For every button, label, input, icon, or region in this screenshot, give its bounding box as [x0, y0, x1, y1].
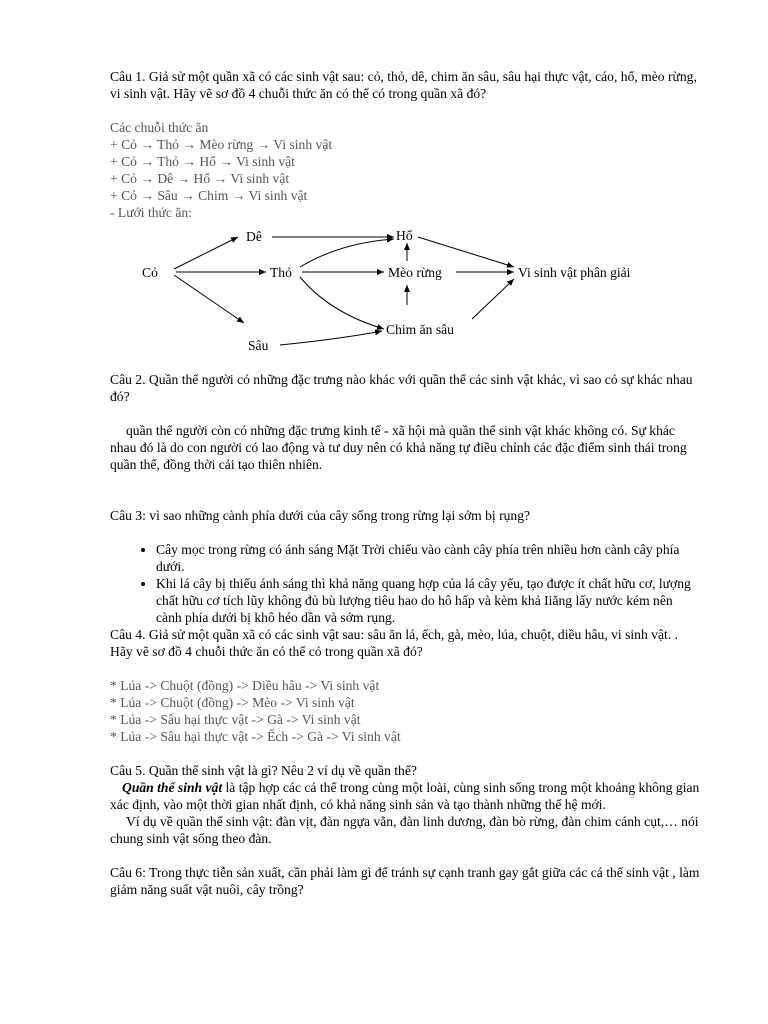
- arrow-chim-vsv: [472, 279, 514, 319]
- q1-chains-title: Các chuỗi thức ăn: [110, 120, 209, 135]
- q3-question: [110, 507, 700, 524]
- arrow-sau-chim: [280, 331, 382, 345]
- q5-definition: [110, 779, 700, 813]
- node-de: Dê: [246, 229, 262, 244]
- q1-web-title: - Lưới thức ăn:: [110, 205, 192, 220]
- q5-example: Ví dụ về quần thể sinh vật: đàn vịt, đàn ngựa vằn, đàn linh dương, đàn bò rừng, đàn chim cánh cụt,… nói chung sinh vật sống theo đàn.: [110, 814, 699, 846]
- arrow-co-sau: [174, 275, 244, 323]
- q4-question: Câu 4. Giả sử một quần xã có các sinh vật sau: sâu ăn lá, ếch, gà, mèo, lúa, chuột, diều hâu, vi sinh vật. . Hãy vẽ sơ đồ 4 chuỗi thức ăn có thể có trong quần xã đó?: [110, 627, 678, 659]
- q3-bullet-list: [110, 541, 700, 626]
- q1-chain-2: + Cỏ → Thỏ → Hổ → Vi sinh vật: [110, 154, 295, 169]
- q1-chain-1: + Cỏ → Thỏ → Mèo rừng → Vi sinh vật: [110, 137, 333, 152]
- node-tho: Thỏ: [270, 265, 292, 280]
- node-co: Cỏ: [142, 265, 158, 280]
- q2-question: Câu 2. Quần thể người có những đặc trưng nào khác với quần thể các sinh vật khác, vì sao có sự khác nhau đó?: [110, 372, 693, 404]
- node-meo-rung: Mèo rừng: [388, 265, 442, 280]
- node-vi-sinh-vat: Vi sinh vật phân giải: [518, 265, 631, 280]
- document-page: [110, 68, 700, 898]
- q1-chain-4: + Cỏ → Sâu → Chim → Vi sinh vật: [110, 188, 308, 203]
- q2-answer: quần thể người còn có những đặc trưng kinh tế - xã hội mà quần thể sinh vật khác không có. Sự khác nhau đó là do con người có lao động và tư duy nên có khả năng tự điều chỉnh các đặc điểm sinh thái trong quần thể, đồng thời cải tạo thiên nhiên.: [110, 423, 687, 472]
- q5-question: Câu 5. Quần thể sinh vật là gì? Nêu 2 ví dụ về quần thể?: [110, 763, 417, 778]
- q5-term: Quần thể sinh vật: [122, 780, 223, 795]
- q6-question: Câu 6: Trong thực tiễn sản xuất, cần phải làm gì để tránh sự cạnh tranh gay gắt giữa các cá thể sinh vật , làm giảm năng suất vật nuôi, cây trồng?: [110, 865, 700, 897]
- arrow-tho-ho: [300, 239, 394, 267]
- q3-bullet-2: • Khi lá cây bị thiếu ánh sáng thì khả năng quang hợp của lá cây yếu, tạo được ít chất hữu cơ, lượng chất hữu cơ tích lũy không đủ bù lượng tiêu hao do hô hấp và kèm khả Iiăng lấy nước kém nên cành phía dưới bị khô héo dần và sớm rụng.: [156, 575, 700, 626]
- q5-definition-text: là tập hợp các cá thể trong cùng một loài, cùng sinh sống trong một khoảng không gian xác định, vào một thời gian nhất định, có khả năng sinh sản và tạo thành những thế hệ mới.: [110, 780, 700, 812]
- q3-bullet-1: • Cây mọc trong rừng có ánh sáng Mặt Trời chiếu vào cành cây phía trên nhiều hơn cành cây phía dưới.: [156, 541, 700, 575]
- arrow-tho-chim: [300, 277, 384, 329]
- q1-chain-3: + Cỏ → Dê → Hổ → Vi sinh vật: [110, 171, 290, 186]
- q1-question: Câu 1. Giả sử một quần xã có các sinh vật sau: cỏ, thỏ, dê, chim ăn sâu, sâu hại thực vật, cáo, hổ, mèo rừng, vi sinh vật. Hãy vẽ sơ đồ 4 chuỗi thức ăn có thể có trong quần xã đó?: [110, 69, 697, 101]
- arrow-co-de: [174, 237, 238, 269]
- q4-chain-1: * Lúa -> Chuột (đồng) -> Diều hâu -> Vi sinh vật: [110, 678, 380, 693]
- food-web-diagram: [110, 223, 700, 363]
- q4-chain-4: * Lúa -> Sâu hại thực vật -> Ếch -> Gà -> Vi sinh vật: [110, 729, 401, 744]
- arrow-ho-vsv: [418, 237, 514, 267]
- q3-question-prefix: Câu 3: [110, 508, 143, 523]
- q4-chain-2: * Lúa -> Chuột (đồng) -> Mèo -> Vi sinh vật: [110, 695, 355, 710]
- q3-question-rest: : vì sao những cành phía dưới của cây sống trong rừng lại sớm bị rụng?: [142, 508, 531, 523]
- q4-chain-3: * Lúa -> Sâu hại thực vật -> Gà -> Vi sinh vật: [110, 712, 361, 727]
- node-chim-an-sau: Chim ăn sâu: [386, 322, 454, 337]
- node-ho: Hổ: [396, 228, 413, 243]
- node-sau: Sâu: [248, 338, 269, 353]
- food-web-arrows: [110, 223, 700, 363]
